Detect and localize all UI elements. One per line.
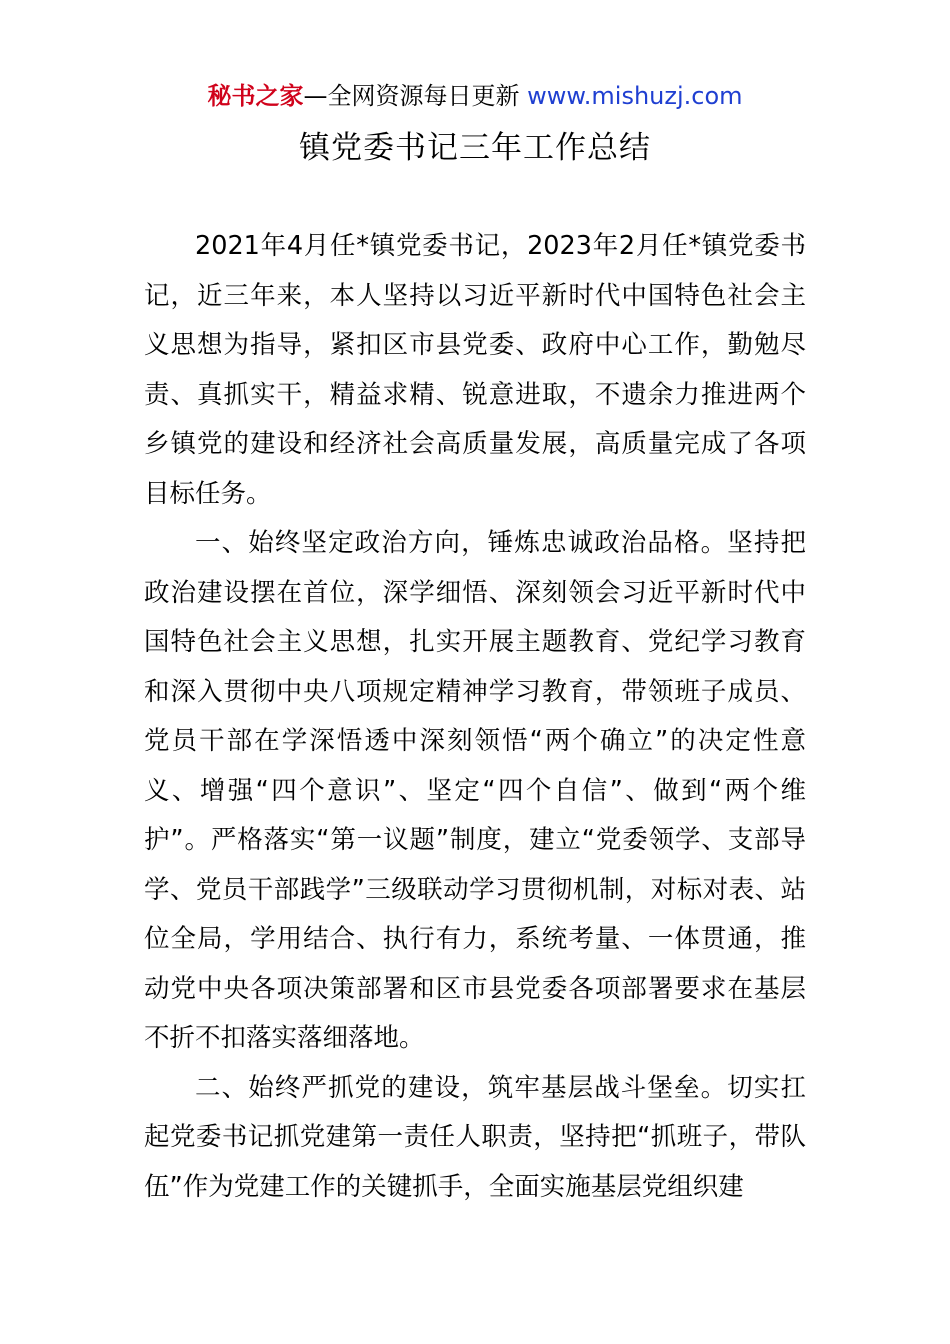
site-header [0,78,950,114]
paragraph-section-2: 二、始终严抓党的建设，筑牢基层战斗堡垒。切实扛起党委书记抓党建第一责任人职责，坚持把“抓班子，带队伍”作为党建工作的关键抓手，全面实施基层党组织建 [144,1072,806,1202]
document-title: 镇党委书记三年工作总结 [299,130,651,166]
document-body [144,222,806,1212]
site-url-link[interactable]: www.mishuzj.com [527,82,743,110]
site-tagline: —全网资源每日更新 [303,82,528,110]
paragraph-intro: 2021年4月任*镇党委书记，2023年2月任*镇党委书记，近三年来，本人坚持以习近平新时代中国特色社会主义思想为指导，紧扣区市县党委、政府中心工作，勤勉尽责、真抓实干，精益求精、锐意进取，不遗余力推进两个乡镇党的建设和经济社会高质量发展，高质量完成了各项目标任务。 [144,231,806,509]
site-brand: 秘书之家 [207,82,304,110]
paragraph-section-1: 一、始终坚定政治方向，锤炼忠诚政治品格。坚持把政治建设摆在首位，深学细悟、深刻领会习近平新时代中国特色社会主义思想，扎实开展主题教育、党纪学习教育和深入贯彻中央八项规定精神学习教育，带领班子成员、党员干部在学深悟透中深刻领悟“两个确立”的决定性意义、增强“四个意识”、坚定“四个自信”、做到“两个维护”。严格落实“第一议题”制度，建立“党委领学、支部导学、党员干部践学”三级联动学习贯彻机制，对标对表、站位全局，学用结合、执行有力，系统考量、一体贯通，推动党中央各项决策部署和区市县党委各项部署要求在基层不折不扣落实落细落地。 [144,528,806,1053]
